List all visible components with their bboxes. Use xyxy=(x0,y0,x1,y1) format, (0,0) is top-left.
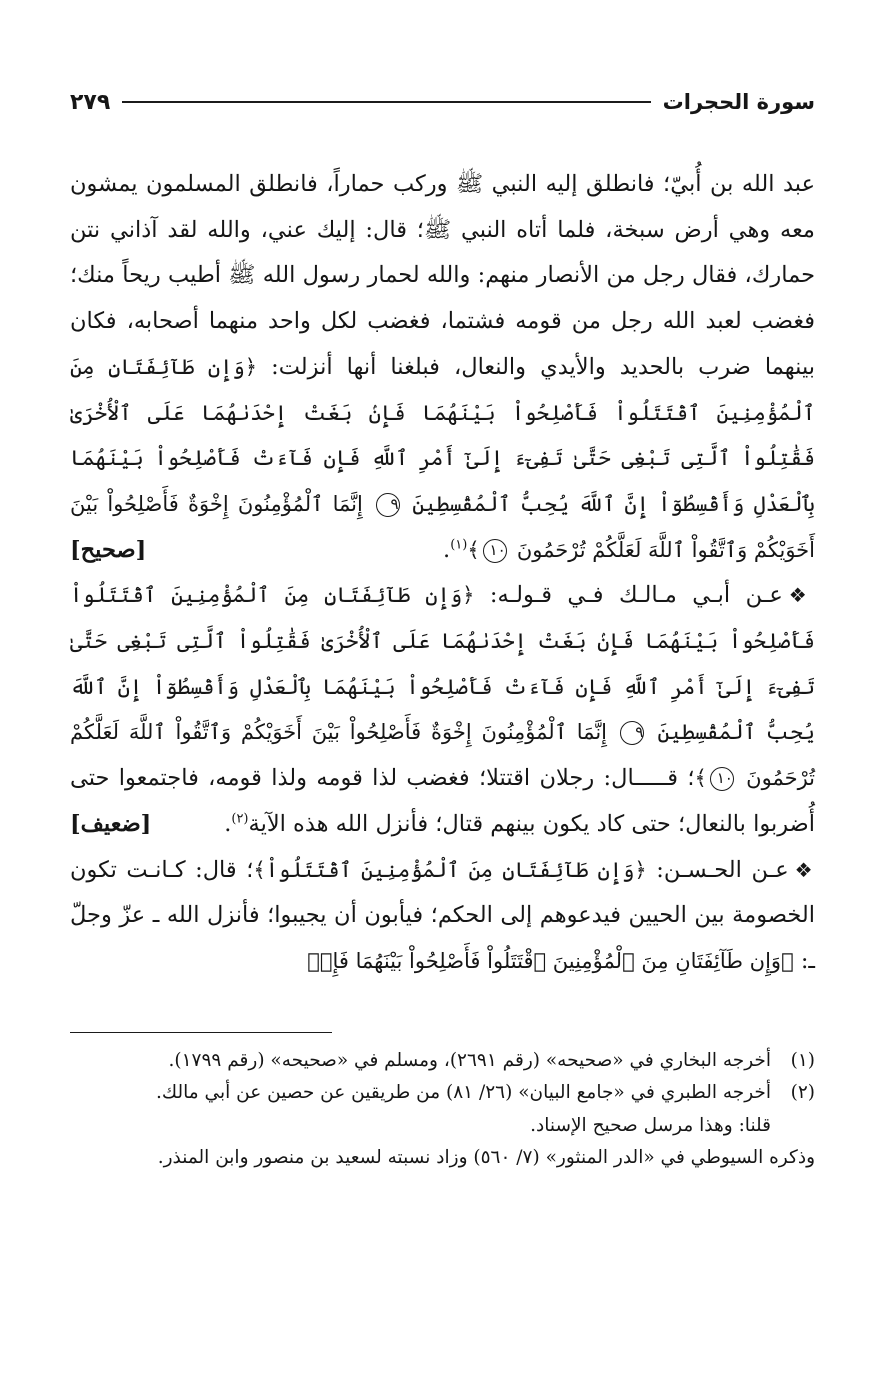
header-rule xyxy=(122,101,650,103)
verse-marker-10: ١٠ xyxy=(710,767,734,791)
surah-title: سورة الحجرات xyxy=(662,90,815,114)
bullet-icon: ❖ xyxy=(794,857,815,882)
main-text xyxy=(70,162,815,985)
verse-marker-9: ٩ xyxy=(620,721,644,745)
footnote-1 xyxy=(70,1045,815,1077)
footnote-rule xyxy=(70,1032,332,1033)
paragraph-1-end: . xyxy=(443,536,451,563)
paragraph-3 xyxy=(70,848,815,985)
quran-quote-1-close: ﴾ xyxy=(467,537,480,562)
footnote-1-text: أخرجه البخاري في «صحيحه» (رقم ٢٦٩١)، ومسلم في «صحيحه» (رقم ١٧٩٩). xyxy=(168,1050,771,1071)
quran-quote-2a: ﴿وَإِن طَآئِفَتَانِ مِنَ ٱلْمُؤْمِنِينَ ٱقْتَتَلُواْ فَأَصْلِحُواْ بَيْنَهُمَا فَإِنۢ بَغَتْ إِحْدَىٰهُمَا عَلَى ٱلْأُخْرَىٰ فَقَٰتِلُواْ ٱلَّتِى تَبْغِى حَتَّىٰ تَفِىٓءَ إِلَىٰٓ أَمْرِ ٱللَّهِ فَإِن فَآءَتْ فَأَصْلِحُواْ بَيْنَهُمَا بِٱلْعَدْلِ وَأَقْسِطُوٓاْ إِنَّ ٱللَّهَ يُحِبُّ ٱلْمُقْسِطِينَ xyxy=(70,583,815,745)
paragraph-2 xyxy=(70,573,815,847)
footnote-2 xyxy=(70,1077,815,1109)
bullet-icon: ❖ xyxy=(788,583,815,608)
verse-marker-10: ١٠ xyxy=(483,539,507,563)
grade-daif: [ضعيف] xyxy=(70,810,152,837)
quran-quote-1b: إِنَّمَا ٱلْمُؤْمِنُونَ إِخْوَةٌ فَأَصْلِحُواْ بَيْنَ أَخَوَيْكُمْ وَٱتَّقُواْ ٱللَّهَ لَعَلَّكُمْ تُرْحَمُونَ xyxy=(70,491,815,562)
paragraph-2-intro: عـن أبـي مـالـك فـي قـولـه: xyxy=(474,582,783,609)
footnote-2-extra: وذكره السيوطي في «الدر المنثور» (٧/ ٥٦٠) وزاد نسبته لسعيد بن منصور وابن المنذر. xyxy=(157,1146,815,1168)
quran-quote-2-close: ﴾ xyxy=(694,766,707,791)
quran-quote-3b: ﴿وَإِن طَآئِفَتَانِ مِنَ ٱلْمُؤْمِنِينَ ٱقْتَتَلُواْ فَأَصْلِحُواْ بَيْنَهُمَا فَإِنۢ xyxy=(307,948,794,973)
paragraph-1-text: عبد الله بن أُبيّ؛ فانطلق إليه النبي ﷺ وركب حماراً، فانطلق المسلمون يمشون معه وهي أرض سبخة، فلما أتاه النبي ﷺ؛ قال: إليك عني، والله لقد آذاني نتن حمارك، فقال رجل من الأنصار منهم: والله لحمار رسول الله ﷺ أطيب ريحاً منك؛ فغضب لعبد الله رجل من قومه فشتما، فغضب لكل واحد منهما أصحابه، فكان بينهما ضرب بالحديد والأيدي والنعال، فبلغنا أنها أنزلت: xyxy=(70,171,815,380)
footnote-ref-2[interactable]: (٢) xyxy=(231,811,249,827)
footnote-ref-1[interactable]: (١) xyxy=(450,537,468,553)
verse-marker-9: ٩ xyxy=(376,493,400,517)
footnote-2-text: أخرجه الطبري في «جامع البيان» (٢٦/ ٨١) من طريقين عن حصين عن أبي مالك. xyxy=(156,1082,771,1104)
paragraph-3-text: ؛ قال: كـانـت تكون الخصومة بين الحيين فيدعوهم إلى الحكم؛ فيأبون أن يجيبوا؛ فأنزل الله ـ عزّ وجلّ ـ: xyxy=(70,856,815,974)
document-page xyxy=(70,0,815,1388)
quran-quote-3a: ﴿وَإِن طَآئِفَتَانِ مِنَ ٱلْمُؤْمِنِينَ ٱقْتَتَلُواْ﴾ xyxy=(253,857,647,882)
page-number: ٢٧٩ xyxy=(70,89,111,115)
paragraph-1 xyxy=(70,162,815,573)
paragraph-3-intro: عـن الحـسـن: xyxy=(646,856,789,883)
grade-sahih: [صحيح] xyxy=(70,536,147,563)
quran-quote-1: ﴿وَإِن طَآئِفَتَانِ مِنَ ٱلْمُؤْمِنِينَ ٱقْتَتَلُواْ فَأَصْلِحُواْ بَيْنَهُمَا فَإِنۢ بَغَتْ إِحْدَىٰهُمَا عَلَى ٱلْأُخْرَىٰ فَقَٰتِلُواْ ٱلَّتِى تَبْغِى حَتَّىٰ تَفِىٓءَ إِلَىٰٓ أَمْرِ ٱللَّهِ فَإِن فَآءَتْ فَأَصْلِحُواْ بَيْنَهُمَا بِٱلْعَدْلِ وَأَقْسِطُوٓاْ إِنَّ ٱللَّهَ يُحِبُّ ٱلْمُقْسِطِينَ xyxy=(70,354,815,516)
quran-quote-2b: إِنَّمَا ٱلْمُؤْمِنُونَ إِخْوَةٌ فَأَصْلِحُواْ بَيْنَ أَخَوَيْكُمْ وَٱتَّقُواْ ٱللَّهَ لَعَلَّكُمْ تُرْحَمُونَ xyxy=(70,720,815,791)
paragraph-2-end: . xyxy=(224,810,232,837)
footnote-2-note: قلنا: وهذا مرسل صحيح الإسناد. xyxy=(530,1114,771,1136)
paragraph-2-text: ؛ قـــــال: رجلان اقتتلا؛ فغضب لذا قومه ولذا قومه، فاجتمعوا حتى أُضربوا بالنعال؛ حتى كاد يكون بينهم قتال؛ فأنزل الله هذه الآية xyxy=(70,765,815,837)
footnote-2-number: (٢) xyxy=(790,1082,815,1104)
footnotes xyxy=(70,1045,815,1174)
footnote-1-number: (١) xyxy=(790,1050,815,1071)
running-header xyxy=(70,82,815,122)
